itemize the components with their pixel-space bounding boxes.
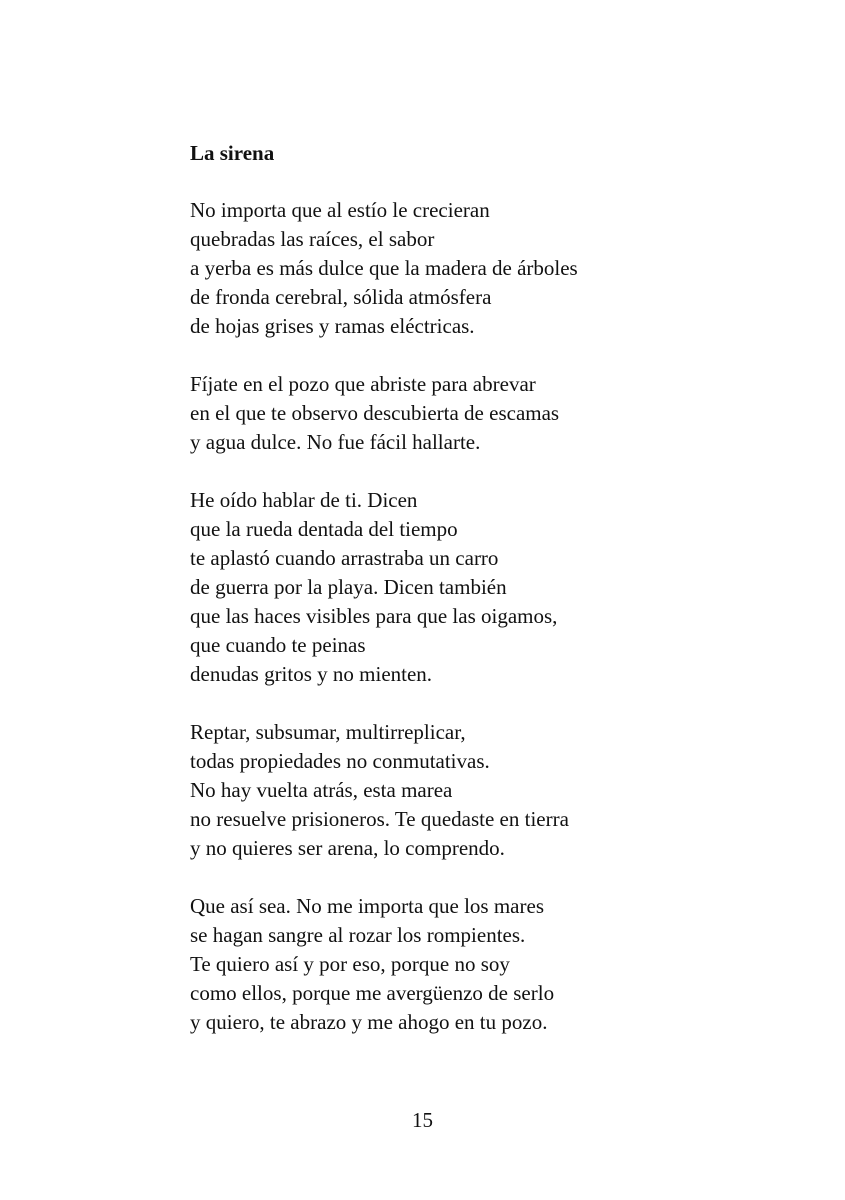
verse: Fíjate en el pozo que abriste para abrevar [190, 372, 536, 396]
verse: Te quiero así y por eso, porque no soy [190, 952, 510, 976]
verse: como ellos, porque me avergüenzo de serlo [190, 981, 555, 1005]
stanza-4 [190, 718, 810, 863]
verse: y quiero, te abrazo y me ahogo en tu pozo. [190, 1010, 548, 1034]
stanza-3 [190, 486, 810, 689]
verse: todas propiedades no conmutativas. [190, 749, 490, 773]
verse: No importa que al estío le crecieran [190, 198, 490, 222]
verse: te aplastó cuando arrastraba un carro [190, 546, 499, 570]
verse: a yerba es más dulce que la madera de árboles [190, 256, 578, 280]
verse: Que así sea. No me importa que los mares [190, 894, 544, 918]
verse: que las haces visibles para que las oigamos, [190, 604, 558, 628]
poem-title: La sirena [190, 141, 275, 165]
verse: y agua dulce. No fue fácil hallarte. [190, 430, 481, 454]
verse: He oído hablar de ti. Dicen [190, 488, 418, 512]
stanza-2 [190, 370, 810, 457]
verse: que la rueda dentada del tiempo [190, 517, 458, 541]
verse: que cuando te peinas [190, 633, 366, 657]
verse: y no quieres ser arena, lo comprendo. [190, 836, 505, 860]
verse: denudas gritos y no mienten. [190, 662, 433, 686]
verse: en el que te observo descubierta de escamas [190, 401, 560, 425]
verse: no resuelve prisioneros. Te quedaste en tierra [190, 807, 569, 831]
page-number: 15 [412, 1108, 433, 1132]
verse: Reptar, subsumar, multirreplicar, [190, 720, 466, 744]
verse: No hay vuelta atrás, esta marea [190, 778, 453, 802]
verse: de hojas grises y ramas eléctricas. [190, 314, 475, 338]
verse: se hagan sangre al rozar los rompientes. [190, 923, 526, 947]
verse: quebradas las raíces, el sabor [190, 227, 435, 251]
verse: de fronda cerebral, sólida atmósfera [190, 285, 492, 309]
poem-body [190, 196, 810, 1066]
verse: de guerra por la playa. Dicen también [190, 575, 507, 599]
stanza-1 [190, 196, 810, 341]
stanza-5 [190, 892, 810, 1037]
